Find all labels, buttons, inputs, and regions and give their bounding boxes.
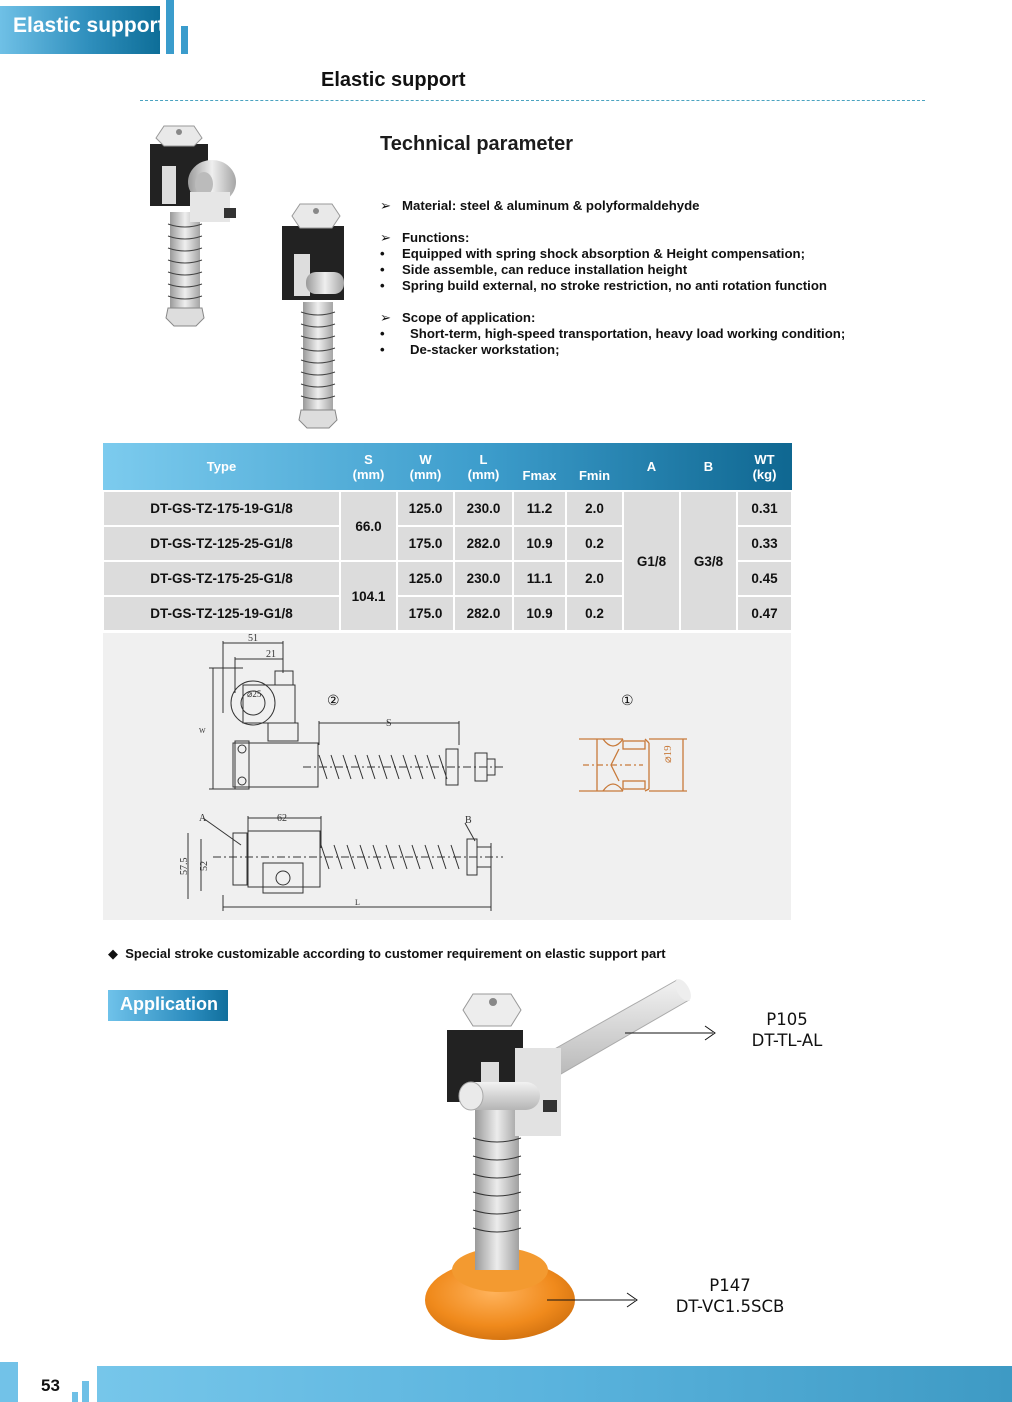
cell-fmax: 11.1 (513, 561, 566, 596)
label-a: A (199, 813, 207, 824)
spec-function-item: • Spring build external, no stroke restriction, no anti rotation function (380, 278, 827, 293)
page-number: 53 (41, 1376, 60, 1395)
callout-suction-cup (660, 1275, 800, 1317)
title-divider (140, 100, 925, 101)
cell-fmax: 10.9 (513, 526, 566, 561)
elastic-support-unit-b (282, 204, 344, 428)
dim-w: W (199, 727, 206, 735)
cell-b: G3/8 (680, 491, 737, 631)
dim-21: 21 (266, 649, 276, 660)
spec-scope-item: • Short-term, high-speed transportation, heavy load working condition; (380, 326, 846, 341)
dim-d25: ⌀25 (247, 689, 262, 699)
cell-fmin: 0.2 (566, 596, 623, 631)
product-image (140, 112, 360, 432)
diamond-bullet-icon: ◆ (108, 946, 118, 961)
page-title: Elastic support (321, 69, 466, 91)
cell-type: DT-GS-TZ-175-25-G1/8 (103, 561, 340, 596)
col-header-s: S (mm) (352, 451, 385, 482)
dot-bullet-icon: • (380, 278, 385, 293)
spec-scope-item: • De-stacker workstation; (380, 342, 560, 357)
spec-functions-label: ➢ Functions: (380, 230, 470, 245)
customization-note: ◆ Special stroke customizable according to customer requirement on elastic support part (108, 946, 666, 961)
cell-a: G1/8 (623, 491, 680, 631)
section-tab-title: Elastic support (13, 14, 165, 37)
cell-s: 104.1 (340, 561, 397, 631)
cell-wt: 0.31 (737, 491, 792, 526)
col-header-fmin: Fmin (578, 468, 611, 483)
dim-d19: ⌀19 (662, 745, 674, 763)
header-decor-bar (181, 26, 188, 54)
cell-type: DT-GS-TZ-175-19-G1/8 (103, 491, 340, 526)
cell-w: 175.0 (397, 526, 454, 561)
cell-type: DT-GS-TZ-125-19-G1/8 (103, 596, 340, 631)
cell-l: 230.0 (454, 491, 513, 526)
cell-type: DT-GS-TZ-125-25-G1/8 (103, 526, 340, 561)
col-header-type: Type (206, 459, 237, 474)
spec-function-item: • Side assemble, can reduce installation height (380, 262, 688, 277)
footer-band (97, 1366, 1012, 1402)
label-b: B (465, 815, 472, 826)
cell-l: 282.0 (454, 526, 513, 561)
cell-fmax: 10.9 (513, 596, 566, 631)
dot-bullet-icon: • (380, 342, 385, 357)
dim-l: L (355, 898, 360, 907)
dim-51: 51 (248, 633, 258, 644)
application-badge: Application (108, 990, 228, 1021)
col-header-l: L (mm) (467, 451, 500, 482)
cell-l: 230.0 (454, 561, 513, 596)
dot-bullet-icon: • (380, 326, 385, 341)
cell-s: 66.0 (340, 491, 397, 561)
callout-page: P147 (709, 1276, 751, 1295)
spec-list (380, 198, 900, 358)
elastic-support-unit-a (150, 126, 236, 326)
table-header-row (103, 443, 792, 491)
spec-function-item: • Equipped with spring shock absorption & Height compensation; (380, 246, 805, 261)
cell-l: 282.0 (454, 596, 513, 631)
cell-wt: 0.45 (737, 561, 792, 596)
spec-scope-label: ➢ Scope of application: (380, 310, 536, 325)
dim-57-5: 57.5 (179, 857, 190, 875)
view-label-1: ① (621, 694, 634, 709)
arrow-bullet-icon: ➢ (380, 310, 392, 325)
callout-part: DT-TL-AL (751, 1031, 823, 1050)
technical-drawing-panel (103, 633, 791, 920)
spec-material: ➢ Material: steel & aluminum & polyformaldehyde (380, 198, 700, 213)
cell-fmin: 2.0 (566, 561, 623, 596)
spec-table (102, 443, 791, 632)
cell-w: 175.0 (397, 596, 454, 631)
arrow-bullet-icon: ➢ (380, 230, 392, 245)
footer-decor-bar (82, 1381, 89, 1402)
col-header-b: B (703, 459, 714, 474)
tech-param-title: Technical parameter (380, 133, 574, 155)
footer-decor-bar (72, 1392, 78, 1402)
header-decor-bar (166, 0, 174, 54)
technical-drawing (103, 633, 791, 920)
col-header-wt: WT (kg) (752, 451, 777, 482)
cell-fmin: 2.0 (566, 491, 623, 526)
col-header-fmax: Fmax (522, 468, 557, 483)
table-row (103, 491, 792, 526)
dot-bullet-icon: • (380, 246, 385, 261)
dim-s: S (386, 718, 392, 729)
col-header-w: W (mm) (409, 451, 442, 482)
dim-52: 52 (199, 861, 210, 871)
callout-tube (737, 1009, 837, 1051)
cell-wt: 0.47 (737, 596, 792, 631)
cell-fmax: 11.2 (513, 491, 566, 526)
footer-decor-bar (0, 1362, 18, 1402)
cell-fmin: 0.2 (566, 526, 623, 561)
side-view-drawing (188, 641, 503, 911)
cell-w: 125.0 (397, 491, 454, 526)
cell-w: 125.0 (397, 561, 454, 596)
callout-page: P105 (766, 1010, 808, 1029)
view-label-2: ② (327, 694, 340, 709)
col-header-a: A (646, 459, 657, 474)
dot-bullet-icon: • (380, 262, 385, 277)
dim-62: 62 (277, 813, 287, 824)
cell-wt: 0.33 (737, 526, 792, 561)
callout-part: DT-VC1.5SCB (675, 1297, 785, 1316)
arrow-bullet-icon: ➢ (380, 198, 392, 213)
